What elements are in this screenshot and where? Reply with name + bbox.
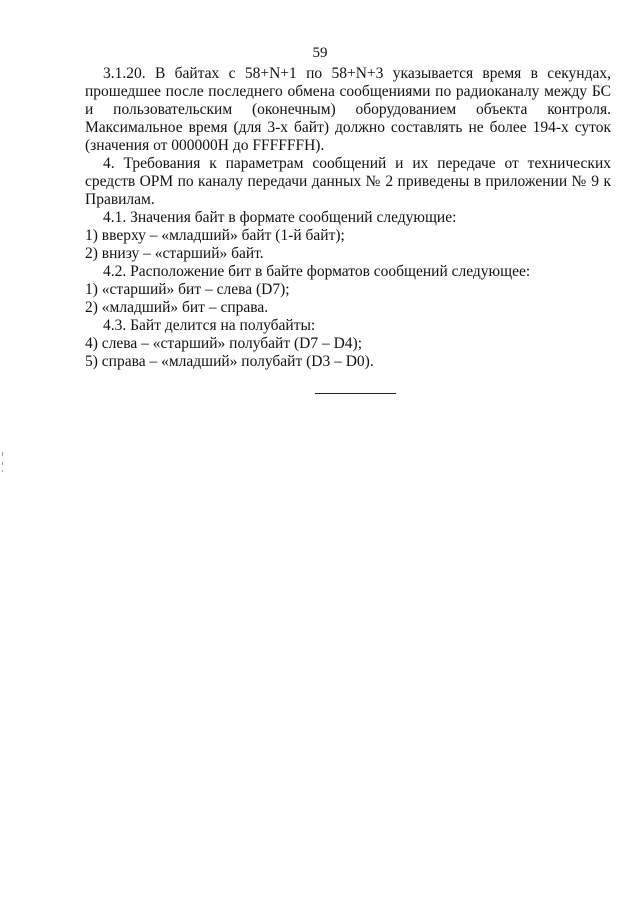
- end-of-text-rule: [315, 393, 396, 394]
- paragraph-4: 4. Требования к параметрам сообщений и их передаче от технических средств ОРМ по каналу передачи данных № 2 приведены в приложении № 9 к Правилам.: [85, 155, 611, 208]
- paragraph-4-1: 4.1. Значения байт в формате сообщений следующие:: [103, 209, 457, 226]
- list-item-4-1-1: 1) вверху – «младший» байт (1-й байт);: [85, 227, 345, 244]
- document-body: [85, 65, 611, 371]
- paragraph-4-3: 4.3. Байт делится на полубайты:: [103, 317, 316, 334]
- scan-margin-mark: [2, 452, 3, 456]
- list-item-4-3-5: 5) справа – «младший» полубайт (D3 – D0).: [85, 353, 374, 370]
- page-number: 59: [312, 45, 328, 61]
- list-item-4-3-4: 4) слева – «старший» полубайт (D7 – D4);: [85, 335, 362, 352]
- scan-margin-mark: [2, 470, 3, 472]
- paragraph-4-2: 4.2. Расположение бит в байте форматов сообщений следующее:: [103, 263, 531, 280]
- list-item-4-2-1: 1) «старший» бит – слева (D7);: [85, 281, 290, 298]
- scan-margin-mark: [2, 462, 3, 465]
- paragraph-3-1-20: 3.1.20. В байтах с 58+N+1 по 58+N+3 указывается время в секундах, прошедшее после последнего обмена сообщениями по радиоканалу между БС и пользовательским (оконечным) оборудованием объекта контроля. Максимальное время (для 3-х байт) должно составлять не более 194-х суток (значения от 000000Н до FFFFFFН).: [85, 65, 611, 154]
- list-item-4-2-2: 2) «младший» бит – справа.: [85, 299, 269, 316]
- list-item-4-1-2: 2) внизу – «старший» байт.: [85, 245, 264, 262]
